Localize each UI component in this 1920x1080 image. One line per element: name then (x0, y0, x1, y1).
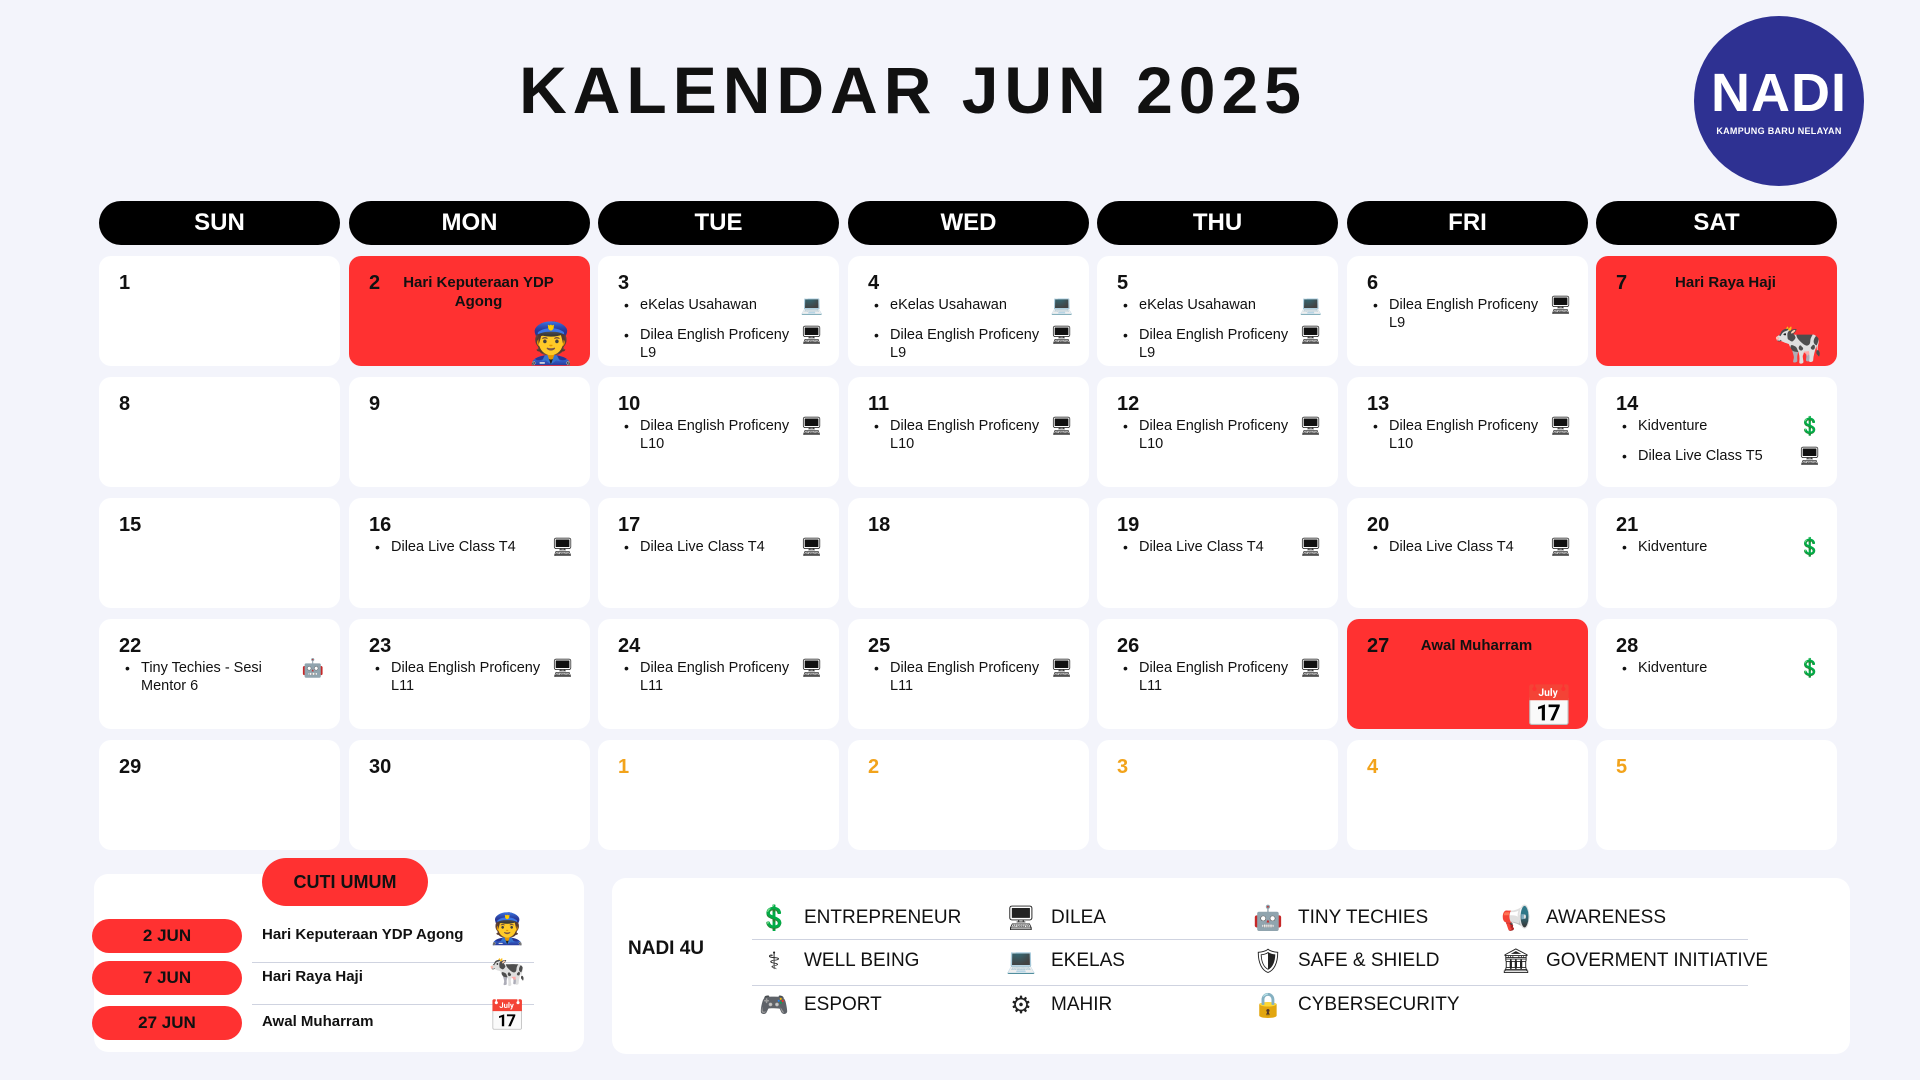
day-cell (848, 740, 1089, 850)
cow-icon: 🐄 (1773, 322, 1823, 366)
day-number: 13 (1367, 393, 1390, 415)
day-cell (349, 740, 590, 850)
money-hand-icon: 💲 (1798, 416, 1821, 436)
event-item (620, 296, 831, 314)
shield-hands-icon: 🛡 (1252, 947, 1284, 975)
shield-lock-icon: 🔒 (1253, 991, 1283, 1019)
divider (752, 939, 1748, 940)
event-list (870, 659, 1081, 707)
nadi-logo (1694, 16, 1864, 186)
day-header-fri: FRI (1347, 201, 1588, 245)
legend-label: MAHIR (1051, 994, 1113, 1015)
classroom-icon: 🖥 (800, 658, 823, 678)
money-hand-icon: 💲 (759, 904, 789, 932)
event-item (870, 659, 1081, 695)
classroom-icon: 🖥 (1050, 658, 1073, 678)
laptop-icon: 💻 (1299, 295, 1322, 315)
holiday-row (92, 955, 534, 1001)
day-number: 7 (1616, 272, 1628, 294)
event-list (1618, 538, 1829, 568)
event-list (620, 538, 831, 568)
day-cell (1097, 619, 1338, 729)
day-cell (1097, 498, 1338, 608)
day-header-wed: WED (848, 201, 1089, 245)
legend-label: GOVERMENT INITIATIVE (1546, 950, 1769, 971)
day-cell (1347, 256, 1588, 366)
next-month-day-number: 2 (868, 756, 880, 778)
event-label: Dilea English Proficeny L9 (1389, 297, 1539, 331)
event-label: Dilea English Proficeny L11 (890, 660, 1040, 694)
event-label: Dilea English Proficeny L9 (890, 327, 1040, 361)
day-header-thu: THU (1097, 201, 1338, 245)
event-list (1119, 538, 1330, 568)
holiday-cell (1347, 619, 1588, 729)
legend-item-mahir (1003, 989, 1112, 1021)
event-list (1119, 659, 1330, 707)
day-cell (1596, 498, 1837, 608)
day-number: 29 (119, 756, 142, 778)
event-list (620, 296, 831, 374)
event-item (870, 417, 1081, 453)
event-label: Dilea English Proficeny L10 (1389, 418, 1539, 452)
classroom-icon: 🖥 (1549, 416, 1572, 436)
legend-title: NADI 4U (628, 938, 705, 959)
event-list (870, 417, 1081, 465)
event-list (1119, 417, 1330, 465)
day-number: 10 (618, 393, 641, 415)
government-building-icon: 🏛 (1500, 947, 1532, 975)
holidays-title: CUTI UMUM (262, 858, 428, 906)
day-number: 17 (618, 514, 641, 536)
laptop-icon: 💻 (1006, 947, 1036, 975)
day-number: 2 (369, 272, 381, 294)
day-cell (99, 498, 340, 608)
officer-icon: 👮 (488, 913, 526, 946)
event-item (1618, 417, 1829, 435)
event-list (620, 659, 831, 707)
event-list (870, 296, 1081, 374)
day-cell (349, 619, 590, 729)
day-number: 20 (1367, 514, 1390, 536)
day-number: 28 (1616, 635, 1639, 657)
event-label: Dilea English Proficeny L9 (640, 327, 790, 361)
day-cell (848, 498, 1089, 608)
event-label: Tiny Techies - Sesi Mentor 6 (141, 660, 262, 694)
classroom-icon: 🖥 (800, 325, 823, 345)
classroom-icon: 🖥 (1005, 904, 1037, 932)
day-header-tue: TUE (598, 201, 839, 245)
day-cell (598, 256, 839, 366)
day-number: 4 (868, 272, 880, 294)
event-list (1369, 296, 1580, 344)
day-number: 30 (369, 756, 392, 778)
day-number: 1 (119, 272, 131, 294)
day-cell (99, 740, 340, 850)
event-item (1119, 326, 1330, 362)
classroom-icon: 🖥 (1549, 295, 1572, 315)
megaphone-icon: 📢 (1501, 904, 1531, 932)
day-cell (598, 740, 839, 850)
holiday-row (92, 1000, 534, 1046)
legend-item-goverment-initiative (1498, 945, 1768, 977)
logo-subtitle: KAMPUNG BARU NELAYAN (1716, 126, 1842, 136)
officer-icon: 👮 (526, 322, 576, 366)
brain-gear-icon: ⚙ (1010, 991, 1032, 1019)
classroom-icon: 🖥 (1299, 658, 1322, 678)
event-item (620, 326, 831, 362)
legend-label: SAFE & SHIELD (1298, 950, 1440, 971)
event-item (1618, 659, 1829, 677)
day-number: 18 (868, 514, 891, 536)
event-label: Kidventure (1638, 660, 1708, 676)
day-cell (99, 619, 340, 729)
money-hand-icon: 💲 (1798, 537, 1821, 557)
day-number: 3 (618, 272, 630, 294)
event-list (1618, 417, 1829, 477)
holiday-row-name: Awal Muharram (262, 1013, 374, 1030)
legend-item-awareness (1498, 902, 1666, 934)
day-number: 25 (868, 635, 891, 657)
legend-item-ekelas (1003, 945, 1125, 977)
event-label: Dilea Live Class T4 (1389, 539, 1514, 555)
event-label: Dilea English Proficeny L11 (1139, 660, 1289, 694)
holiday-cell (349, 256, 590, 366)
event-list (371, 538, 582, 568)
event-item (371, 659, 582, 695)
classroom-icon: 🖥 (551, 537, 574, 557)
day-cell (1347, 740, 1588, 850)
day-number: 19 (1117, 514, 1140, 536)
legend-label: CYBERSECURITY (1298, 994, 1460, 1015)
gamepad-icon: 🎮 (759, 991, 789, 1019)
day-number: 14 (1616, 393, 1639, 415)
day-number: 26 (1117, 635, 1140, 657)
event-item (1119, 659, 1330, 695)
day-cell (598, 377, 839, 487)
event-item (620, 417, 831, 453)
cow-icon: 🐄 (488, 955, 526, 988)
day-cell (1097, 740, 1338, 850)
holiday-date: 7 JUN (92, 961, 242, 995)
day-header-sun: SUN (99, 201, 340, 245)
day-number: 6 (1367, 272, 1379, 294)
day-cell (1097, 256, 1338, 366)
event-label: Kidventure (1638, 418, 1708, 434)
day-cell (848, 619, 1089, 729)
day-cell (598, 498, 839, 608)
calendar-page-icon: 📅 (488, 1000, 526, 1033)
day-cell (848, 256, 1089, 366)
holiday-name: Hari Raya Haji (1675, 274, 1776, 291)
day-number: 22 (119, 635, 142, 657)
classroom-icon: 🖥 (1050, 325, 1073, 345)
day-number: 21 (1616, 514, 1639, 536)
holiday-row (92, 913, 534, 959)
day-number: 9 (369, 393, 381, 415)
day-cell (1347, 377, 1588, 487)
legend-item-well-being (756, 945, 919, 977)
event-label: eKelas Usahawan (890, 297, 1007, 313)
event-label: Dilea Live Class T5 (1638, 448, 1763, 464)
event-label: Dilea English Proficeny L10 (1139, 418, 1289, 452)
event-label: eKelas Usahawan (640, 297, 757, 313)
holiday-name: Hari Keputeraan YDP Agong (403, 274, 554, 310)
stethoscope-icon: ⚕ (767, 947, 781, 975)
day-header-mon: MON (349, 201, 590, 245)
robot-icon: 🤖 (301, 658, 324, 678)
holiday-row-name: Hari Raya Haji (262, 968, 363, 985)
legend-label: TINY TECHIES (1298, 907, 1429, 928)
day-number: 8 (119, 393, 131, 415)
event-label: Dilea Live Class T4 (1139, 539, 1264, 555)
legend-item-cybersecurity (1250, 989, 1460, 1021)
event-label: Dilea Live Class T4 (640, 539, 765, 555)
event-item (620, 538, 831, 556)
classroom-icon: 🖥 (1050, 416, 1073, 436)
event-list (1369, 538, 1580, 568)
legend-item-dilea (1003, 902, 1106, 934)
legend-item-entrepreneur (756, 902, 961, 934)
day-number: 12 (1117, 393, 1140, 415)
event-item (1369, 538, 1580, 556)
day-cell (1596, 740, 1837, 850)
legend-label: EKELAS (1051, 950, 1125, 971)
day-number: 16 (369, 514, 392, 536)
classroom-icon: 🖥 (1549, 537, 1572, 557)
event-item (870, 296, 1081, 314)
event-label: Dilea English Proficeny L11 (640, 660, 790, 694)
day-cell (848, 377, 1089, 487)
day-number: 27 (1367, 635, 1390, 657)
laptop-icon: 💻 (1050, 295, 1073, 315)
event-label: Dilea English Proficeny L9 (1139, 327, 1289, 361)
holiday-name: Awal Muharram (1420, 637, 1533, 654)
classroom-icon: 🖥 (1299, 537, 1322, 557)
day-cell (99, 256, 340, 366)
classroom-icon: 🖥 (1299, 416, 1322, 436)
robot-icon: 🤖 (1253, 904, 1283, 932)
event-label: Dilea English Proficeny L10 (640, 418, 790, 452)
event-list (1618, 659, 1829, 689)
legend-item-esport (756, 989, 882, 1021)
day-cell (1596, 619, 1837, 729)
event-label: Dilea Live Class T4 (391, 539, 516, 555)
event-item (870, 326, 1081, 362)
page-title: KALENDAR JUN 2025 (519, 53, 1307, 127)
legend-label: AWARENESS (1546, 907, 1667, 928)
event-label: Dilea English Proficeny L10 (890, 418, 1040, 452)
legend-item-tiny-techies (1250, 902, 1428, 934)
event-list (1369, 417, 1580, 465)
laptop-icon: 💻 (800, 295, 823, 315)
legend-label: ESPORT (804, 994, 882, 1015)
next-month-day-number: 1 (618, 756, 630, 778)
next-month-day-number: 4 (1367, 756, 1379, 778)
event-item (1119, 538, 1330, 556)
day-number: 5 (1117, 272, 1129, 294)
event-item (371, 538, 582, 556)
event-list (121, 659, 332, 707)
holiday-cell (1596, 256, 1837, 366)
day-cell (1097, 377, 1338, 487)
logo-name: NADI (1711, 63, 1847, 123)
classroom-icon: 🖥 (800, 416, 823, 436)
event-list (371, 659, 582, 707)
event-item (1618, 447, 1829, 465)
day-cell (1347, 498, 1588, 608)
event-list (620, 417, 831, 465)
event-label: Kidventure (1638, 539, 1708, 555)
calendar-page-icon: 📅 (1524, 685, 1574, 729)
day-cell (1596, 377, 1837, 487)
day-number: 23 (369, 635, 392, 657)
holiday-date: 2 JUN (92, 919, 242, 953)
event-list (1119, 296, 1330, 374)
event-item (1369, 296, 1580, 332)
day-cell (598, 619, 839, 729)
day-number: 15 (119, 514, 142, 536)
classroom-icon: 🖥 (1798, 446, 1821, 466)
event-item (1618, 538, 1829, 556)
next-month-day-number: 3 (1117, 756, 1129, 778)
legend-label: DILEA (1051, 907, 1106, 928)
holiday-date: 27 JUN (92, 1006, 242, 1040)
day-number: 11 (868, 393, 890, 415)
event-item (121, 659, 332, 695)
event-item (1119, 417, 1330, 453)
holiday-row-name: Hari Keputeraan YDP Agong (262, 926, 464, 943)
event-label: Dilea English Proficeny L11 (391, 660, 541, 694)
classroom-icon: 🖥 (800, 537, 823, 557)
divider (752, 985, 1748, 986)
event-label: eKelas Usahawan (1139, 297, 1256, 313)
money-hand-icon: 💲 (1798, 658, 1821, 678)
legend-item-safe-shield (1250, 945, 1440, 977)
day-cell (349, 377, 590, 487)
day-number: 24 (618, 635, 641, 657)
day-cell (99, 377, 340, 487)
classroom-icon: 🖥 (1299, 325, 1322, 345)
day-header-sat: SAT (1596, 201, 1837, 245)
classroom-icon: 🖥 (551, 658, 574, 678)
event-item (1369, 417, 1580, 453)
next-month-day-number: 5 (1616, 756, 1628, 778)
day-cell (349, 498, 590, 608)
event-item (1119, 296, 1330, 314)
event-item (620, 659, 831, 695)
legend-label: WELL BEING (804, 950, 920, 971)
legend-label: ENTREPRENEUR (804, 907, 962, 928)
